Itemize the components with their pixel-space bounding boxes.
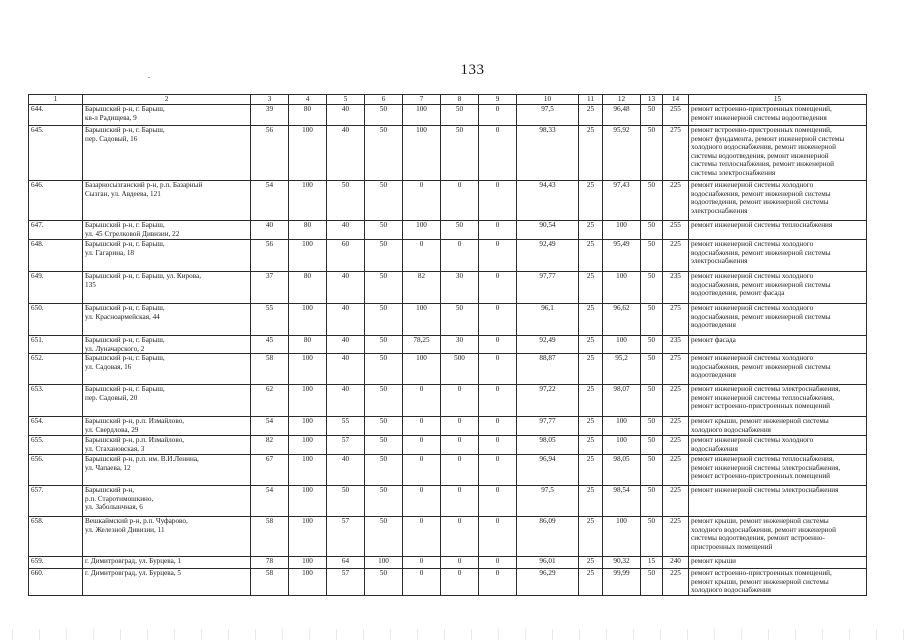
value-cell-c13: 15 [641, 557, 663, 569]
value-cell-c3: 54 [251, 417, 289, 436]
value-cell-c5: 40 [327, 336, 365, 354]
address-cell: Барышский р-н, г. Барыш, ул. Садовая, 16 [83, 354, 251, 385]
value-cell-c3: 45 [251, 336, 289, 354]
value-cell-c12: 100 [603, 336, 641, 354]
value-cell-c10: 96,01 [517, 557, 579, 569]
page-number: 133 [460, 62, 485, 78]
value-cell-c5: 40 [327, 221, 365, 240]
value-cell-c7: 0 [403, 181, 441, 221]
value-cell-c6: 50 [365, 181, 403, 221]
table-row [29, 272, 867, 304]
address-cell: Барышский р-н, г. Барыш, пер. Садовый, 16 [83, 126, 251, 181]
value-cell-c10: 92,49 [517, 336, 579, 354]
table-row [29, 105, 867, 126]
column-number-7: 7 [403, 95, 441, 105]
address-cell: Барышский р-н, г. Барыш, ул. Луначарского, 2 [83, 336, 251, 354]
column-number-2: 2 [83, 95, 251, 105]
table-row [29, 455, 867, 486]
value-cell-c4: 100 [289, 181, 327, 221]
value-cell-c6: 50 [365, 486, 403, 517]
value-cell-c4: 100 [289, 417, 327, 436]
value-cell-c11: 25 [579, 240, 603, 272]
value-cell-c4: 100 [289, 569, 327, 596]
table-row [29, 517, 867, 557]
row-number: 659. [29, 557, 83, 569]
value-cell-c6: 50 [365, 455, 403, 486]
works-cell: ремонт инженерной системы электроснабжения [689, 486, 867, 517]
works-cell: ремонт крыши, ремонт инженерной системы холодного водоснабжения [689, 417, 867, 436]
value-cell-c9: 0 [479, 417, 517, 436]
scan-mark: . [148, 71, 150, 80]
value-cell-c11: 25 [579, 126, 603, 181]
works-cell: ремонт инженерной системы холодного водоснабжения, ремонт инженерной системы электроснабжения [689, 240, 867, 272]
value-cell-c5: 57 [327, 517, 365, 557]
value-cell-c7: 0 [403, 385, 441, 417]
value-cell-c3: 58 [251, 569, 289, 596]
row-number: 656. [29, 455, 83, 486]
value-cell-c14: 225 [663, 455, 689, 486]
value-cell-c10: 96,1 [517, 304, 579, 336]
value-cell-c7: 100 [403, 105, 441, 126]
value-cell-c12: 97,43 [603, 181, 641, 221]
table-row [29, 436, 867, 455]
value-cell-c14: 225 [663, 517, 689, 557]
value-cell-c7: 0 [403, 436, 441, 455]
value-cell-c4: 100 [289, 557, 327, 569]
value-cell-c9: 0 [479, 336, 517, 354]
value-cell-c12: 100 [603, 221, 641, 240]
value-cell-c9: 0 [479, 181, 517, 221]
value-cell-c8: 0 [441, 385, 479, 417]
value-cell-c12: 98,07 [603, 385, 641, 417]
works-cell: ремонт крыши, ремонт инженерной системы холодного водоснабжения, ремонт инженерной системы водоотведения, ремонт встроенно- пристроенных помещений [689, 517, 867, 557]
value-cell-c6: 50 [365, 517, 403, 557]
value-cell-c6: 50 [365, 436, 403, 455]
value-cell-c14: 255 [663, 221, 689, 240]
value-cell-c11: 25 [579, 517, 603, 557]
value-cell-c3: 56 [251, 240, 289, 272]
value-cell-c9: 0 [479, 272, 517, 304]
address-cell: Базарносызганский р-н, р.п. Базарный Сызган, ул. Авдеева, 121 [83, 181, 251, 221]
row-number: 655. [29, 436, 83, 455]
value-cell-c12: 96,48 [603, 105, 641, 126]
value-cell-c14: 235 [663, 272, 689, 304]
works-cell: ремонт инженерной системы холодного водоснабжения, ремонт инженерной системы водоотведения, ремонт инженерной системы электроснабжения [689, 181, 867, 221]
value-cell-c5: 60 [327, 240, 365, 272]
value-cell-c14: 225 [663, 569, 689, 596]
value-cell-c6: 50 [365, 336, 403, 354]
value-cell-c5: 40 [327, 126, 365, 181]
value-cell-c14: 225 [663, 486, 689, 517]
value-cell-c8: 30 [441, 336, 479, 354]
value-cell-c9: 0 [479, 385, 517, 417]
address-cell: г. Димитровград, ул. Бурцева, 5 [83, 569, 251, 596]
value-cell-c5: 40 [327, 272, 365, 304]
works-cell: ремонт крыши [689, 557, 867, 569]
value-cell-c12: 96,62 [603, 304, 641, 336]
table-row [29, 354, 867, 385]
column-number-6: 6 [365, 95, 403, 105]
table-row [29, 221, 867, 240]
value-cell-c11: 25 [579, 569, 603, 596]
repair-schedule-table [28, 94, 867, 596]
value-cell-c8: 30 [441, 272, 479, 304]
works-cell: ремонт встроенно-пристроенных помещений, ремонт крыши, ремонт инженерной системы холодного водоснабжения [689, 569, 867, 596]
value-cell-c9: 0 [479, 105, 517, 126]
value-cell-c13: 50 [641, 486, 663, 517]
value-cell-c8: 0 [441, 569, 479, 596]
value-cell-c10: 97,5 [517, 105, 579, 126]
value-cell-c13: 50 [641, 517, 663, 557]
value-cell-c9: 0 [479, 486, 517, 517]
address-cell: Барышский р-н, г. Барыш, ул. Кирова, 135 [83, 272, 251, 304]
works-cell: ремонт инженерной системы электроснабжения, ремонт инженерной системы теплоснабжения, ремонт встроенно-пристроенных помещений [689, 385, 867, 417]
value-cell-c5: 57 [327, 436, 365, 455]
value-cell-c10: 97,5 [517, 486, 579, 517]
works-cell: ремонт инженерной системы теплоснабжения, ремонт инженерной системы электроснабжения, ремонт встроенно-пристроенных помещений [689, 455, 867, 486]
value-cell-c8: 50 [441, 126, 479, 181]
value-cell-c13: 50 [641, 126, 663, 181]
value-cell-c5: 40 [327, 455, 365, 486]
value-cell-c5: 64 [327, 557, 365, 569]
value-cell-c4: 80 [289, 336, 327, 354]
value-cell-c11: 25 [579, 336, 603, 354]
value-cell-c12: 98,05 [603, 455, 641, 486]
value-cell-c3: 58 [251, 354, 289, 385]
value-cell-c4: 100 [289, 126, 327, 181]
value-cell-c14: 255 [663, 105, 689, 126]
value-cell-c3: 54 [251, 181, 289, 221]
address-cell: Барышский р-н, р.п. Измайлово, ул. Свердлова, 29 [83, 417, 251, 436]
value-cell-c7: 82 [403, 272, 441, 304]
table-row [29, 486, 867, 517]
value-cell-c7: 0 [403, 486, 441, 517]
value-cell-c13: 50 [641, 105, 663, 126]
value-cell-c12: 95,2 [603, 354, 641, 385]
value-cell-c3: 40 [251, 221, 289, 240]
value-cell-c5: 57 [327, 569, 365, 596]
column-number-1: 1 [29, 95, 83, 105]
value-cell-c12: 100 [603, 517, 641, 557]
works-cell: ремонт инженерной системы холодного водоснабжения, ремонт инженерной системы водоотведения [689, 354, 867, 385]
value-cell-c6: 50 [365, 385, 403, 417]
value-cell-c14: 225 [663, 385, 689, 417]
value-cell-c4: 80 [289, 221, 327, 240]
value-cell-c8: 0 [441, 240, 479, 272]
value-cell-c11: 25 [579, 304, 603, 336]
row-number: 645. [29, 126, 83, 181]
value-cell-c12: 95,49 [603, 240, 641, 272]
table-row [29, 417, 867, 436]
value-cell-c11: 25 [579, 221, 603, 240]
value-cell-c10: 97,22 [517, 385, 579, 417]
row-number: 657. [29, 486, 83, 517]
value-cell-c12: 90,32 [603, 557, 641, 569]
works-cell: ремонт инженерной системы теплоснабжения [689, 221, 867, 240]
value-cell-c8: 0 [441, 455, 479, 486]
value-cell-c7: 0 [403, 569, 441, 596]
address-cell: Барышский р-н, р.п. Измайлово, ул. Стахановская, 3 [83, 436, 251, 455]
value-cell-c7: 0 [403, 240, 441, 272]
column-numbers-row [29, 95, 867, 105]
value-cell-c4: 100 [289, 486, 327, 517]
value-cell-c10: 90,54 [517, 221, 579, 240]
column-number-3: 3 [251, 95, 289, 105]
column-number-4: 4 [289, 95, 327, 105]
value-cell-c6: 50 [365, 126, 403, 181]
column-number-14: 14 [663, 95, 689, 105]
value-cell-c11: 25 [579, 486, 603, 517]
value-cell-c6: 50 [365, 354, 403, 385]
value-cell-c7: 0 [403, 517, 441, 557]
value-cell-c8: 0 [441, 557, 479, 569]
value-cell-c4: 100 [289, 455, 327, 486]
value-cell-c6: 50 [365, 272, 403, 304]
value-cell-c8: 50 [441, 105, 479, 126]
value-cell-c13: 50 [641, 336, 663, 354]
value-cell-c7: 0 [403, 557, 441, 569]
row-number: 644. [29, 105, 83, 126]
value-cell-c13: 50 [641, 417, 663, 436]
value-cell-c10: 98,33 [517, 126, 579, 181]
value-cell-c13: 50 [641, 436, 663, 455]
column-number-15: 15 [689, 95, 867, 105]
value-cell-c14: 225 [663, 181, 689, 221]
value-cell-c7: 100 [403, 304, 441, 336]
value-cell-c13: 50 [641, 569, 663, 596]
value-cell-c14: 225 [663, 436, 689, 455]
scan-edge [0, 629, 905, 640]
row-number: 649. [29, 272, 83, 304]
column-number-8: 8 [441, 95, 479, 105]
value-cell-c9: 0 [479, 221, 517, 240]
value-cell-c5: 40 [327, 304, 365, 336]
value-cell-c7: 78,25 [403, 336, 441, 354]
value-cell-c7: 100 [403, 221, 441, 240]
value-cell-c14: 225 [663, 240, 689, 272]
value-cell-c3: 78 [251, 557, 289, 569]
value-cell-c9: 0 [479, 126, 517, 181]
value-cell-c7: 0 [403, 417, 441, 436]
value-cell-c3: 62 [251, 385, 289, 417]
row-number: 660. [29, 569, 83, 596]
value-cell-c9: 0 [479, 569, 517, 596]
value-cell-c11: 25 [579, 385, 603, 417]
value-cell-c3: 58 [251, 517, 289, 557]
table-row [29, 304, 867, 336]
value-cell-c13: 50 [641, 385, 663, 417]
row-number: 646. [29, 181, 83, 221]
works-cell: ремонт встроенно-пристроенных помещений, ремонт фундамента, ремонт инженерной системы холодного водоснабжения, ремонт инженерной системы водоотведения, ремонт инженерной системы теплоснабжения, ремонт инженерной системы электроснабжения [689, 126, 867, 181]
value-cell-c8: 0 [441, 486, 479, 517]
value-cell-c11: 25 [579, 436, 603, 455]
table-row [29, 557, 867, 569]
value-cell-c6: 50 [365, 221, 403, 240]
value-cell-c5: 55 [327, 417, 365, 436]
value-cell-c3: 54 [251, 486, 289, 517]
value-cell-c3: 82 [251, 436, 289, 455]
value-cell-c3: 67 [251, 455, 289, 486]
value-cell-c9: 0 [479, 517, 517, 557]
column-number-9: 9 [479, 95, 517, 105]
value-cell-c11: 25 [579, 417, 603, 436]
row-number: 654. [29, 417, 83, 436]
row-number: 653. [29, 385, 83, 417]
value-cell-c9: 0 [479, 240, 517, 272]
value-cell-c4: 100 [289, 240, 327, 272]
row-number: 651. [29, 336, 83, 354]
value-cell-c4: 100 [289, 436, 327, 455]
table-row [29, 181, 867, 221]
address-cell: г. Димитровград, ул. Бурцева, 1 [83, 557, 251, 569]
value-cell-c5: 40 [327, 105, 365, 126]
value-cell-c14: 235 [663, 336, 689, 354]
value-cell-c4: 80 [289, 272, 327, 304]
value-cell-c10: 96,29 [517, 569, 579, 596]
works-cell: ремонт инженерной системы холодного водоснабжения, ремонт инженерной системы водоотведения, ремонт фасада [689, 272, 867, 304]
row-number: 647. [29, 221, 83, 240]
address-cell: Барышский р-н, г. Барыш, ул. Красноармейская, 44 [83, 304, 251, 336]
value-cell-c12: 98,54 [603, 486, 641, 517]
value-cell-c6: 50 [365, 105, 403, 126]
value-cell-c9: 0 [479, 455, 517, 486]
address-cell: Барышский р-н, г. Барыш, ул. Гагарина, 18 [83, 240, 251, 272]
row-number: 658. [29, 517, 83, 557]
value-cell-c10: 97,77 [517, 272, 579, 304]
value-cell-c7: 100 [403, 126, 441, 181]
value-cell-c9: 0 [479, 354, 517, 385]
value-cell-c10: 88,87 [517, 354, 579, 385]
table-row [29, 126, 867, 181]
value-cell-c6: 50 [365, 240, 403, 272]
value-cell-c12: 99,99 [603, 569, 641, 596]
value-cell-c10: 94,43 [517, 181, 579, 221]
value-cell-c10: 92,49 [517, 240, 579, 272]
value-cell-c8: 500 [441, 354, 479, 385]
value-cell-c13: 50 [641, 181, 663, 221]
row-number: 652. [29, 354, 83, 385]
value-cell-c12: 100 [603, 417, 641, 436]
column-number-10: 10 [517, 95, 579, 105]
row-number: 648. [29, 240, 83, 272]
value-cell-c4: 80 [289, 105, 327, 126]
value-cell-c6: 50 [365, 569, 403, 596]
value-cell-c14: 240 [663, 557, 689, 569]
value-cell-c5: 40 [327, 385, 365, 417]
value-cell-c9: 0 [479, 436, 517, 455]
value-cell-c11: 25 [579, 272, 603, 304]
value-cell-c4: 100 [289, 304, 327, 336]
value-cell-c12: 100 [603, 436, 641, 455]
value-cell-c14: 275 [663, 354, 689, 385]
value-cell-c4: 100 [289, 385, 327, 417]
value-cell-c5: 50 [327, 181, 365, 221]
value-cell-c10: 97,77 [517, 417, 579, 436]
value-cell-c14: 275 [663, 304, 689, 336]
table-row [29, 336, 867, 354]
address-cell: Барышский р-н, г. Барыш, пер. Садовый, 20 [83, 385, 251, 417]
table-row [29, 240, 867, 272]
value-cell-c11: 25 [579, 557, 603, 569]
works-cell: ремонт инженерной системы холодного водоснабжения, ремонт инженерной системы водоотведения [689, 304, 867, 336]
value-cell-c11: 25 [579, 105, 603, 126]
value-cell-c8: 0 [441, 436, 479, 455]
address-cell: Барышский р-н, г. Барыш, ул. 45 Стрелковой Дивизии, 22 [83, 221, 251, 240]
value-cell-c10: 96,94 [517, 455, 579, 486]
value-cell-c14: 225 [663, 417, 689, 436]
value-cell-c10: 86,09 [517, 517, 579, 557]
value-cell-c4: 100 [289, 517, 327, 557]
value-cell-c6: 100 [365, 557, 403, 569]
value-cell-c3: 39 [251, 105, 289, 126]
value-cell-c13: 50 [641, 240, 663, 272]
value-cell-c6: 50 [365, 304, 403, 336]
value-cell-c12: 95,92 [603, 126, 641, 181]
value-cell-c8: 0 [441, 417, 479, 436]
address-cell: Барышский р-н, р.п. Старотимошкино, ул. Заболынчная, 6 [83, 486, 251, 517]
value-cell-c11: 25 [579, 354, 603, 385]
value-cell-c8: 0 [441, 517, 479, 557]
value-cell-c13: 50 [641, 354, 663, 385]
works-cell: ремонт фасада [689, 336, 867, 354]
value-cell-c13: 50 [641, 272, 663, 304]
value-cell-c13: 50 [641, 455, 663, 486]
value-cell-c7: 0 [403, 455, 441, 486]
value-cell-c13: 50 [641, 221, 663, 240]
table-row [29, 569, 867, 596]
value-cell-c3: 55 [251, 304, 289, 336]
row-number: 650. [29, 304, 83, 336]
value-cell-c13: 50 [641, 304, 663, 336]
value-cell-c5: 50 [327, 486, 365, 517]
works-cell: ремонт инженерной системы холодного водоснабжения [689, 436, 867, 455]
value-cell-c12: 100 [603, 272, 641, 304]
table-row [29, 385, 867, 417]
value-cell-c7: 100 [403, 354, 441, 385]
value-cell-c9: 0 [479, 557, 517, 569]
value-cell-c14: 275 [663, 126, 689, 181]
value-cell-c5: 40 [327, 354, 365, 385]
value-cell-c6: 50 [365, 417, 403, 436]
address-cell: Барышский р-н, р.п. им. В.И.Ленина, ул. Чапаева, 12 [83, 455, 251, 486]
value-cell-c8: 50 [441, 221, 479, 240]
works-cell: ремонт встроенно-пристроенных помещений, ремонт инженерной системы водоотведения [689, 105, 867, 126]
value-cell-c11: 25 [579, 455, 603, 486]
address-cell: Вешкаймский р-н, р.п. Чуфарово, ул. Железной Дивизии, 11 [83, 517, 251, 557]
column-number-13: 13 [641, 95, 663, 105]
column-number-5: 5 [327, 95, 365, 105]
column-number-12: 12 [603, 95, 641, 105]
value-cell-c3: 37 [251, 272, 289, 304]
value-cell-c8: 0 [441, 181, 479, 221]
value-cell-c11: 25 [579, 181, 603, 221]
value-cell-c3: 56 [251, 126, 289, 181]
value-cell-c10: 98,05 [517, 436, 579, 455]
column-number-11: 11 [579, 95, 603, 105]
address-cell: Барышский р-н, г. Барыш, кв-л Радищева, 9 [83, 105, 251, 126]
value-cell-c9: 0 [479, 304, 517, 336]
value-cell-c4: 100 [289, 354, 327, 385]
value-cell-c8: 50 [441, 304, 479, 336]
